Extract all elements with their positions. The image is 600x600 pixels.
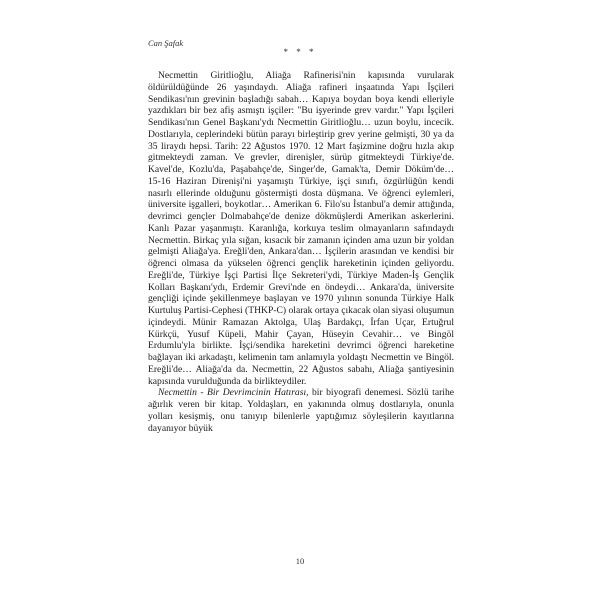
book-title: Necmettin - Bir Devrimcinin Hatırası, [158,387,309,399]
paragraph: Necmettin Giritlioğlu, Aliağa Rafinerisi'nin kapısında vurularak öldürüldüğünde 26 yaşındaydı. Aliağa rafineri inşaatında Yapı İşçileri Sendikası'nın grevinin başladığı sabah… Kapıya boydan boya kendi elleriyle yazdıkları bir bez afiş asmıştı işçiler: "Bu işyerinde grev vardır." Yapı İşçileri Sendikası'nın Genel Başkanı'ydı Necmettin Giritlioğlu… uzun boylu, incecik. Dostlarıyla, ceplerindeki bütün parayı birleştirip grev yerine gelmişti, 30 ya da 35 liraydı hepsi. Tarih: 22 Ağustos 1970. 12 Mart faşizmine doğru hızla akıp gitmekteydi zaman. Ve grevler, direnişler, sürüp gitmekteydi Türkiye'de. Kavel'de, Kozlu'da, Paşabahçe'de, Singer'de, Gamak'ta, Demir Döküm'de… 15-16 Haziran Direnişi'ni yaşamıştı Türkiye, işçi sınıfı, özgürlüğün kendi nasırlı ellerinde olduğunu göstermişti dosta düşmana. Ve öğrenci eylemleri, üniversite işgalleri, boykotlar… Amerikan 6. Filo'su İstanbul'a demir attığında, devrimci gençler Dolmabahçe'de denize dökmüşlerdi Amerikan askerlerini. Kanlı Pazar yaşanmıştı. Karanlığa, korkuya teslim olmayanların safındaydı Necmettin. Birkaç yıla sığan, kısacık bir zamanın içinden ama uzun bir yoldan gelmişti Aliağa'ya. Ereğli'den, Ankara'dan… İşçilerin arasından ve kendisi bir öğrenci olmasa da yükselen öğrenci gençlik hareketinin içinden geliyordu. Ereğli'de, Türkiye İşçi Partisi İlçe Sekreteri'ydi, Türkiye Maden-İş Gençlik Kolları Başkanı'ydı, Erdemir Grevi'nde en öndeydi… Ankara'da, üniversite gençliği içinde şekillenmeye başlayan ve 1970 yılının sonunda Türkiye Halk Kurtuluş Partisi-Cephesi (THKP-C) olarak ortaya çıkacak olan siyasi oluşumun içindeydi. Münir Ramazan Aktolga, Ulaş Bardakçı, İrfan Uçar, Ertuğrul Kürkçü, Yusuf Küpeli, Mahir Çayan, Hüseyin Cevahir… ve Bingöl Erdumlu'yla birlikte. İşçi/sendika hareketini devrimci öğrenci hareketine bağlayan iki arkadaştı, kelimenin tam anlamıyla yoldaştı Necmettin ve Bingöl. Ereğli'de… Aliağa'da da. Necmettin, 22 Ağustos sabahı, Aliağa şantiyesinin kapısında vurulduğunda da birlikteydiler. [148,70,454,387]
running-head-author: Can Şafak [148,38,184,48]
paragraph [148,387,454,434]
paragraph-text: bir biyografi denemesi. Sözlü tarihe ağırlık veren bir kitap. Yoldaşları, en yakınında olmuş dostlarıyla, onunla yolları kesişmiş, onu tanıyıp bilenlerle yaptığımız söyleşilerin kayıtlarına dayanıyor büyük [148,387,454,434]
body-text [148,70,454,434]
section-ornament: * * * [283,47,317,57]
page-number: 10 [295,556,305,566]
